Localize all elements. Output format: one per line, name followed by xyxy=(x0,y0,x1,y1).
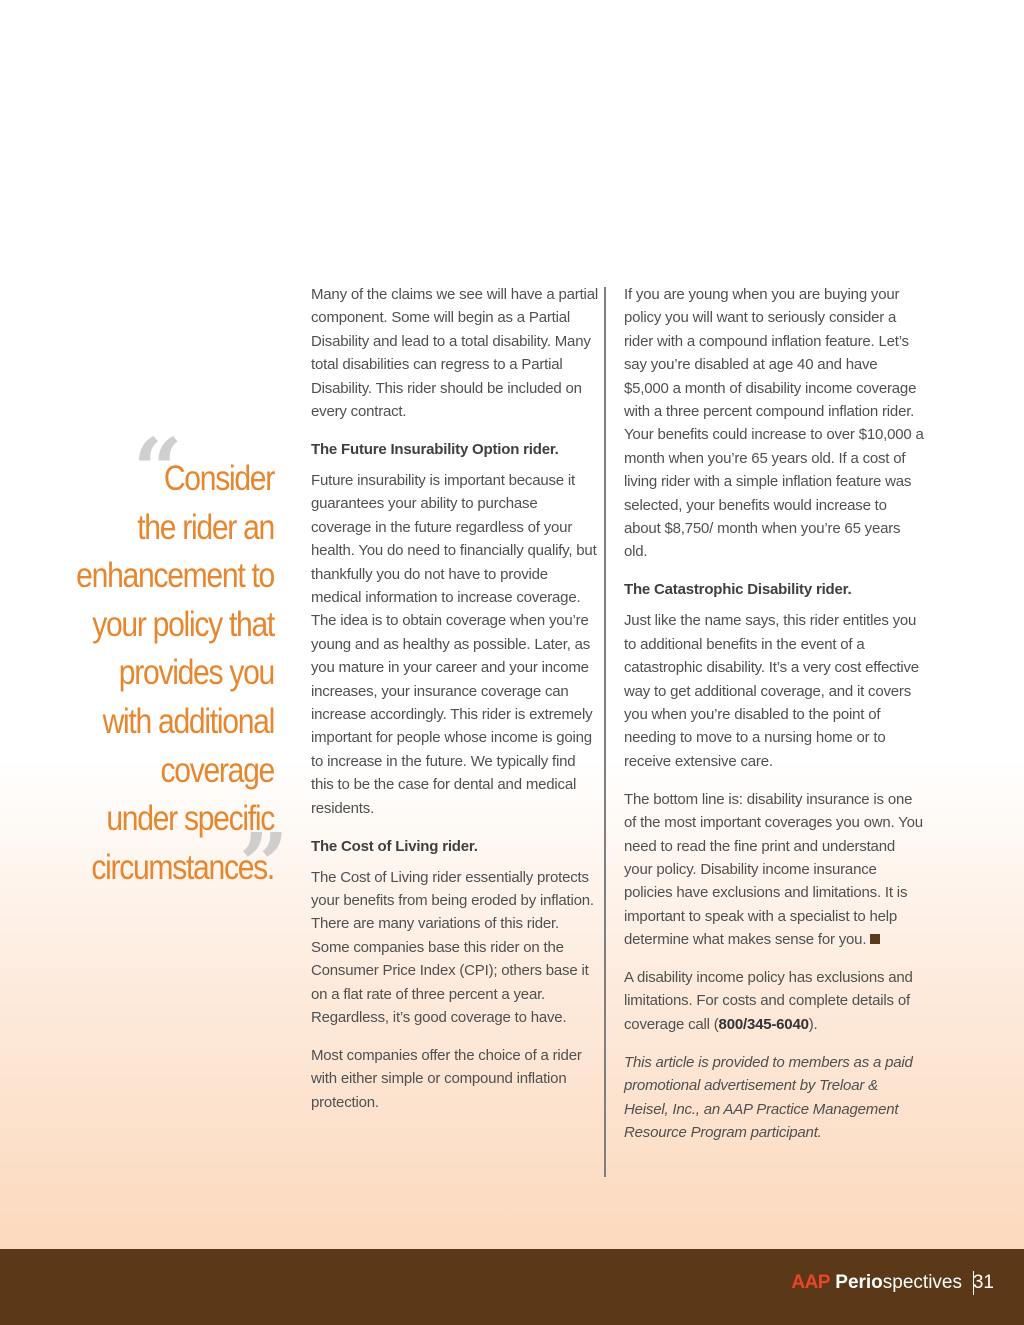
heading-cost-of-living: The Cost of Living rider. xyxy=(311,837,478,855)
paragraph-compound-choice: Most companies offer the choice of a rider with either simple or compound inflation protection. xyxy=(311,1046,582,1111)
policy-details-end: ). xyxy=(808,1015,818,1033)
paragraph-future-insurability: Future insurability is important because it guarantees your ability to purchase coverage in the future regardless of your health. You do need to financially qualify, but thankfully you do not have to provide medical information to increase coverage. The idea is to obtain coverage when you’re young and as healthy as possible. Later, as you mature in your career and your income increases, your insurance coverage can increase accordingly. This rider is extremely important for people whose income is going to increase in the future. We typically find this to be the case for dental and medical residents. xyxy=(311,471,597,817)
publication-brand xyxy=(791,1272,962,1294)
policy-details-text: A disability income policy has exclusions and limitations. For costs and complete details of coverage call ( xyxy=(624,969,913,1033)
brand-spectives: spectives xyxy=(882,1272,962,1293)
paragraph-disclaimer: This article is provided to members as a paid promotional advertisement by Treloar & Heisel, Inc., an AAP Practice Management Resource Program participant. xyxy=(624,1053,913,1141)
page-number: 31 xyxy=(972,1272,994,1293)
paragraph-bottom-line xyxy=(624,788,924,952)
paragraph-catastrophic-disability: Just like the name says, this rider entitles you to additional benefits in the event of a catastrophic disability. It’s a very cost effective way to get additional coverage, and it covers you when you’re disabled to the point of needing to move to a nursing home or to receive extensive care. xyxy=(624,612,919,770)
right-column xyxy=(624,283,924,1159)
column-divider xyxy=(604,287,606,1177)
pull-quote-line: your policy that xyxy=(92,604,275,644)
end-of-article-icon xyxy=(870,934,880,944)
heading-catastrophic-disability: The Catastrophic Disability rider. xyxy=(624,581,852,599)
left-column xyxy=(311,283,601,1129)
paragraph-policy-details xyxy=(624,966,924,1036)
pull-quote-line: enhancement to xyxy=(76,556,274,596)
heading-future-insurability: The Future Insurability Option rider. xyxy=(311,440,559,458)
pull-quote-line: with additional xyxy=(102,701,274,741)
bottom-line-text: The bottom line is: disability insurance is one of the most important coverages you own. You need to read the fine print and understand your policy. Disability income insurance policies have exclusions and limitations. It is important to speak with a specialist to help determine what makes sense for you. xyxy=(624,790,923,949)
phone-number: 800/345-6040 xyxy=(718,1015,809,1033)
open-quote-mark: “ xyxy=(133,420,183,521)
pull-quote-line: provides you xyxy=(118,653,274,693)
pull-quote-line: under specific xyxy=(106,799,275,839)
paragraph-partial-disability: Many of the claims we see will have a partial component. Some will begin as a Partial Disability and lead to a total disability. Many total disabilities can regress to a Partial Disability. This rider should be included on every contract. xyxy=(311,286,598,421)
brand-perio: Perio xyxy=(835,1272,883,1293)
pull-quote-line: circumstances. xyxy=(91,847,274,887)
paragraph-cost-of-living: The Cost of Living rider essentially protects your benefits from being eroded by inflation. There are many variations of this rider. Some companies base this rider on the Consumer Price Index (CPI); others base it on a flat rate of three percent a year. Regardless, it’s good coverage to have. xyxy=(311,868,594,1026)
page-footer xyxy=(0,1249,1024,1325)
pull-quote-line: the rider an xyxy=(137,507,274,547)
close-quote-mark: ” xyxy=(239,815,289,916)
brand-aap: AAP xyxy=(791,1272,830,1293)
pull-quote-line: Consider xyxy=(163,459,274,498)
pull-quote-line: coverage xyxy=(160,750,274,790)
paragraph-compound-inflation: If you are young when you are buying your policy you will want to seriously consider a rider with a compound inflation feature. Let’s say you’re disabled at age 40 and have $5,000 a month of disability income coverage with a three percent compound inflation rider. Your benefits could increase to over $10,000 a month when you’re 65 years old. If a cost of living rider with a simple inflation feature was selected, your benefits would increase to about $8,750/ month when you’re 65 years old. xyxy=(624,286,924,561)
